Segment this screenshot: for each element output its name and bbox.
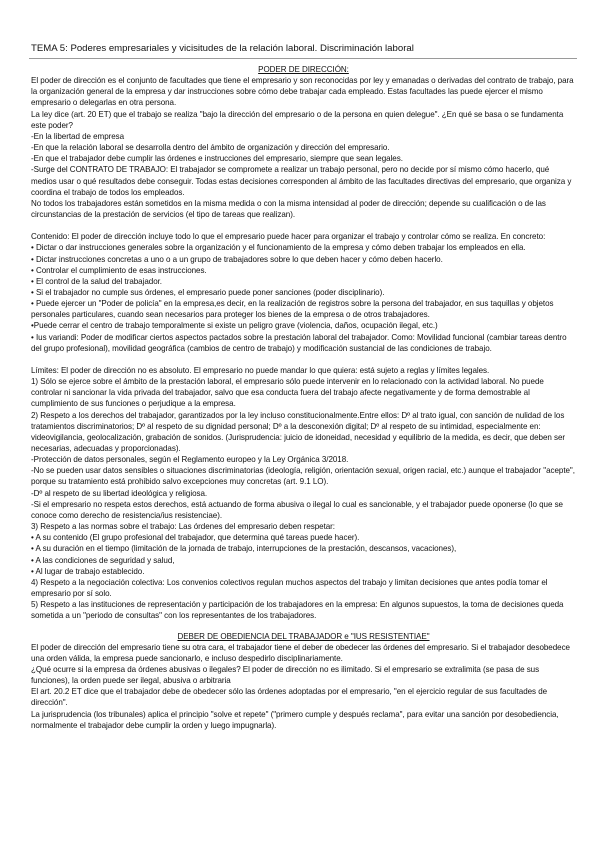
paragraph-limites: Límites: El poder de dirección no es absoluto. El empresario no puede mandar lo que quiera: está sujeto a reglas y límites legales. — [31, 365, 490, 375]
spacer — [31, 622, 576, 631]
list-item: • A las condiciones de seguridad y salud, — [31, 555, 175, 565]
list-item: 1) Sólo se ejerce sobre el ámbito de la prestación laboral, el empresario sólo puede intervenir en lo relacionado con la actividad laboral. No puede controlar ni sancionar la vida privada del trabajador, salvo que esa conducta fuera del trabajo afecte negativamente y de forma demostrable al cumplimiento de sus funciones o perjudique a la empresa. — [31, 377, 544, 409]
list-item: • Si el trabajador no cumple sus órdenes, el empresario puede poner sanciones (poder disciplinario). — [31, 287, 385, 297]
list-item: •Puede cerrar el centro de trabajo temporalmente si existe un peligro grave (violencia, daños, ocupación ilegal, etc.) — [31, 321, 438, 331]
spacer — [31, 220, 576, 231]
list-item: -Surge del CONTRATO DE TRABAJO: El trabajador se compromete a realizar un trabajo personal, pero no decide por sí mismo cómo hacerlo, qué medios usar o qué resultados debe conseguir. Todas estas decisiones corresponden al ámbito de las facultades directivas del empresario, que organiza y coordina el trabajo de todos los empleados. — [31, 165, 572, 197]
list-item: -No se pueden usar datos sensibles o situaciones discriminatorias (ideología, religión, orientación sexual, origen racial, etc.) aunque el trabajador "acepte", porque su tratamiento está prohibido salvo excepciones muy concretas (art. 9.1 LO). — [31, 466, 575, 487]
list-item: • Al lugar de trabajo establecido. — [31, 566, 145, 576]
paragraph: La ley dice (art. 20 ET) que el trabajo se realiza "bajo la dirección del empresario o de la persona en quien delegue". ¿En qué se basa o se fundamenta este poder? — [31, 109, 564, 130]
paragraph: El art. 20.2 ET dice que el trabajador debe de obedecer sólo las órdenes adoptadas por el empresario, "en el ejercicio regular de sus facultades de dirección". — [31, 687, 548, 708]
spacer — [31, 354, 576, 365]
list-item: -En que la relación laboral se desarrolla dentro del ámbito de organización y dirección del empresario. — [31, 143, 390, 153]
list-item: -En que el trabajador debe cumplir las órdenes e instrucciones del empresario, siempre que sean legales. — [31, 154, 403, 164]
list-item: • Dictar o dar instrucciones generales sobre la organización y el funcionamiento de la empresa y cómo deben trabajar los empleados en ella. — [31, 243, 526, 253]
paragraph: El poder de dirección del empresario tiene su otra cara, el trabajador tiene el deber de obedecer las órdenes del empresario. Si el trabajador desobedece una orden válida, la empresa puede sancionarlo, e incluso despedirlo disciplinariamente. — [31, 642, 570, 663]
list-item: -En la libertad de empresa — [31, 131, 125, 141]
section-title-deber-obediencia: DEBER DE OBEDIENCIA DEL TRABAJADOR e "IUS RESISTENTIAE" — [177, 631, 430, 641]
list-item: 3) Respeto a las normas sobre el trabajo: Las órdenes del empresario deben respetar: — [31, 522, 335, 532]
list-item: • Controlar el cumplimiento de esas instrucciones. — [31, 265, 207, 275]
list-item: • Ius variandi: Poder de modificar ciertos aspectos pactados sobre la prestación laboral del trabajador. Como: Movilidad funcional (cambiar tareas dentro del grupo profesional), movilidad geográfica (cambios de centro de trabajo) y modificación sustancial de las condiciones de trabajo. — [31, 332, 567, 353]
list-item: • Puede ejercer un "Poder de policía" en la empresa,es decir, en la realización de registros sobre la persona del trabajador, en sus taquillas y objetos personales particulares, cuando sean necesarios para proteger los bienes de la empresa o de otros trabajadores. — [31, 299, 554, 320]
header-divider — [29, 58, 577, 59]
list-item: 2) Respeto a los derechos del trabajador, garantizados por la ley incluso constitucionalmente.Entre ellos: Dº al trato igual, con sanción de nulidad de los tratamientos discriminatorios; Dº al respeto de su dignidad personal; Dº a la desconexión digital; Dº al respeto de su intimidad, especialmente en: videovigilancia, geolocalización, grabación de sonidos. (Jurisprudencia: juicio de idoneidad, necesidad y equilibrio de la medida, es decir, que deben ser necesarias, adecuadas y proporcionadas). — [31, 410, 566, 453]
list-item: 5) Respeto a las instituciones de representación y participación de los trabajadores en la empresa: En algunos supuestos, la toma de decisiones queda sometida a un "periodo de consultas" con los representantes de los trabajadores. — [31, 600, 564, 621]
document-body — [31, 64, 576, 731]
paragraph: No todos los trabajadores están sometidos en la misma medida o con la misma intensidad al poder de dirección; depende su cualificación o de las circunstancias de la prestación de servicios (el tipo de tareas que realizan). — [31, 198, 546, 220]
paragraph: ¿Qué ocurre si la empresa da órdenes abusivas o ilegales? El poder de dirección no es ilimitado. Si el empresario se extralimita (se pasa de sus funciones), la orden puede ser ilegal, abusiva o arbitraria — [31, 664, 540, 686]
list-item: 4) Respeto a la negociación colectiva: Los convenios colectivos regulan muchos aspectos del trabajo y limitan decisiones que antes podía tomar el empresario por sí solo. — [31, 577, 548, 599]
paragraph-contenido: Contenido: El poder de dirección incluye todo lo que el empresario puede hacer para organizar el trabajo y controlar cómo se realiza. En concreto: — [31, 232, 546, 242]
document-header-title: TEMA 5: Poderes empresariales y vicisitudes de la relación laboral. Discriminación laboral — [31, 43, 414, 54]
list-item: • A su contenido (El grupo profesional del trabajador, que determina qué tareas puede hacer). — [31, 533, 360, 543]
paragraph: El poder de dirección es el conjunto de facultades que tiene el empresario y son reconocidas por ley y emanadas o derivadas del contrato de trabajo, para la organización general de la empresa y dar instrucciones sobre cómo debe trabajar cada empleado. Estas facultades las puede ejercer el mismo empresario o delegarlas en otra persona. — [31, 76, 574, 108]
section-title-poder-direccion: PODER DE DIRECCIÓN: — [258, 65, 349, 74]
list-item: • El control de la salud del trabajador. — [31, 276, 162, 286]
list-item: -Si el empresario no respeta estos derechos, está actuando de forma abusiva o ilegal lo cual es sancionable, y el trabajador puede oponerse (lo que se conoce como derecho de resistencia/ius resistenciae). — [31, 499, 563, 520]
list-item: -Dº al respeto de su libertad ideológica y religiosa. — [31, 488, 208, 498]
list-item: • A su duración en el tiempo (limitación de la jornada de trabajo, interrupciones de la prestación, descansos, vacaciones), — [31, 544, 457, 554]
paragraph: La jurisprudencia (los tribunales) aplica el principio "solve et repete" ("primero cumple y después reclama", para evitar una sanción por desobediencia, normalmente el trabajador debe cumplir la orden y luego impugnarla). — [31, 709, 559, 730]
list-item: -Protección de datos personales, según el Reglamento europeo y la Ley Orgánica 3/2018. — [31, 455, 349, 465]
list-item: • Dictar instrucciones concretas a uno o a un grupo de trabajadores sobre lo que deben hacer y cómo deben hacerlo. — [31, 254, 443, 264]
